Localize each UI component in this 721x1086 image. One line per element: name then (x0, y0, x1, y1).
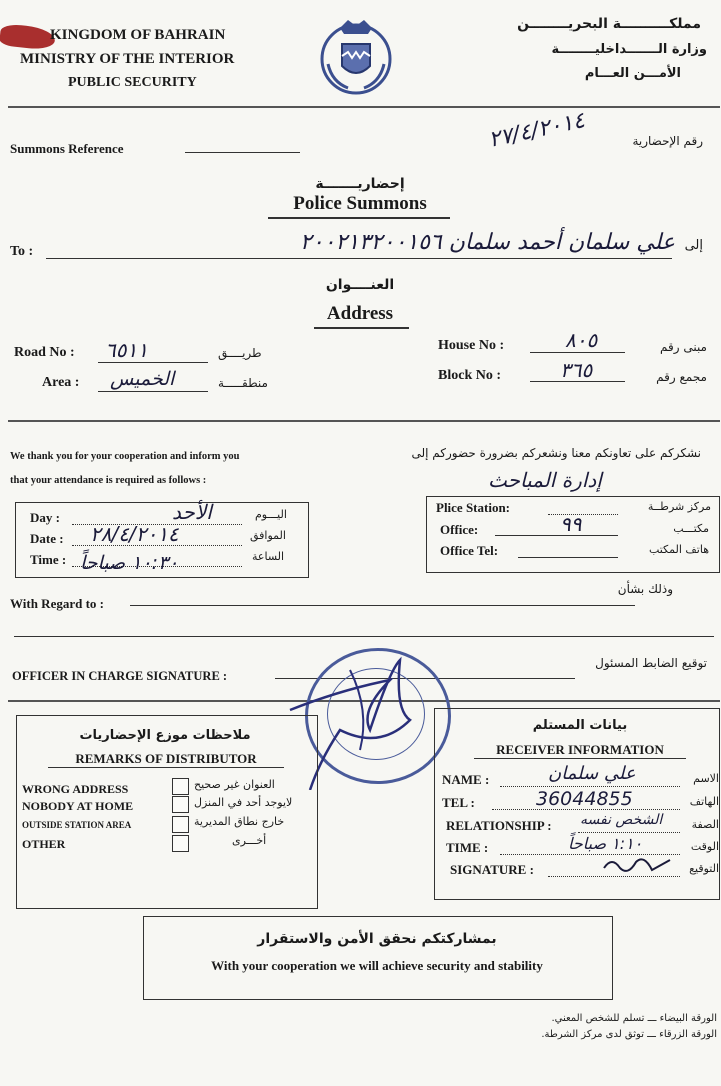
wrong-address-checkbox[interactable] (172, 778, 189, 795)
title-ar: إحضاريـــــــة (315, 176, 405, 192)
attendance-text-en-2: that your attendance is required as follows : (10, 475, 207, 486)
receiver-tel-value: 36044855 (536, 788, 633, 810)
block-label-ar: مجمع رقم (656, 370, 707, 384)
time-value: ١٠:٣٠ صباحاً (80, 552, 179, 574)
receiver-tel-label-ar: الهاتف (689, 795, 719, 808)
to-line (46, 258, 672, 259)
road-value: ٦٥١١ (105, 338, 148, 362)
station-label-ar: مركز شرطــة (647, 500, 711, 513)
header-en-line2: MINISTRY OF THE INTERIOR (20, 51, 235, 67)
attendance-place-value: إدارة المباحث (488, 468, 602, 492)
receiver-name-line (500, 786, 680, 787)
receiver-name-value: علي سلمان (548, 763, 636, 784)
distributor-item-2-ar: لايوجد أحد في المنزل (194, 796, 293, 809)
receiver-relationship-label: RELATIONSHIP : (446, 818, 552, 833)
receiver-time-label-ar: الوقت (690, 840, 719, 853)
regard-line-2 (14, 636, 714, 637)
slogan-en: With your cooperation we will achieve security and stability (211, 958, 543, 973)
to-label-ar: إلى (684, 238, 703, 253)
day-label: Day : (30, 510, 60, 525)
receiver-relationship-value: الشخص نفسه (580, 812, 663, 828)
receiver-title-ar: بيانات المستلم (532, 718, 628, 733)
area-label-ar: منطقـــــة (218, 376, 268, 390)
house-label-ar: مبنى رقم (659, 340, 707, 354)
title-underline (268, 217, 450, 219)
distributor-item-1-en: WRONG ADDRESS (22, 782, 129, 796)
to-value: علي سلمان أحمد سلمان ٢٠٠٢١٣٢٠٠١٥٦ (299, 230, 675, 255)
station-line (548, 514, 618, 515)
office-label: Office: (440, 522, 479, 537)
office-tel-line (518, 557, 618, 558)
address-title-en: Address (326, 303, 394, 324)
road-label: Road No : (14, 345, 75, 360)
regard-label: With Regard to : (10, 596, 105, 611)
summons-reference-label: Summons Reference (10, 141, 124, 156)
distributor-item-3-en: OUTSIDE STATION AREA (22, 820, 132, 830)
distributor-item-1-ar: العنوان غير صحيح (194, 778, 275, 791)
address-title-ar: العنــــوان (325, 277, 395, 293)
office-value: ٩٩ (560, 512, 582, 536)
footer-line-2: الورقة الزرقاء ـــ توثق لدى مركز الشرطة. (541, 1029, 717, 1040)
station-label: Plice Station: (436, 500, 511, 515)
officer-signature-label-ar: توقيع الضابط المسئول (595, 656, 707, 670)
block-label: Block No : (438, 368, 501, 383)
regard-label-ar: وذلك بشأن (617, 582, 673, 596)
date-label: Date : (30, 531, 64, 546)
distributor-item-2-en: NOBODY AT HOME (22, 799, 134, 813)
footer-line-1: الورقة البيضاء ـــ تسلم للشخص المعني. (551, 1013, 717, 1024)
time-label: Time : (30, 552, 67, 567)
road-label-ar: طريــــق (218, 346, 262, 360)
road-line (98, 362, 208, 363)
receiver-time-value: ١:١٠ صباحاً (568, 834, 643, 853)
block-value: ٣٦٥ (560, 358, 593, 382)
receiver-title-en: RECEIVER INFORMATION (474, 742, 686, 759)
receiver-name-label: NAME : (442, 772, 490, 787)
area-line (98, 391, 208, 392)
receiver-relationship-line (578, 832, 680, 833)
header-ar-line3: الأمـــن العـــام (584, 66, 681, 81)
receiver-relationship-label-ar: الصفة (691, 818, 719, 831)
attendance-text-en-1: We thank you for your cooperation and inform you (10, 451, 240, 462)
distributor-item-4-en: OTHER (22, 837, 66, 851)
ministry-emblem-icon (318, 14, 394, 96)
outside-area-checkbox[interactable] (172, 816, 189, 833)
officer-signature-label: OFFICER IN CHARGE SIGNATURE : (12, 669, 228, 683)
header-en-line3: PUBLIC SECURITY (68, 75, 197, 90)
attendance-text-ar: نشكركم على تعاونكم معنا ونشعركم بضرورة حضوركم إلى (411, 446, 701, 460)
header-ar-line2: وزارة الـــــــداخليــــــــة (551, 42, 707, 57)
distributor-title-ar: ملاحظات موزع الإحضاريات (79, 728, 251, 743)
receiver-tel-label: TEL : (442, 795, 475, 810)
summons-reference-label-ar: رقم الإحضارية (632, 134, 703, 148)
title-en: Police Summons (293, 193, 427, 214)
summons-reference-line (185, 152, 300, 153)
office-tel-label-ar: هاتف المكتب (648, 543, 709, 556)
distributor-title-en: REMARKS OF DISTRIBUTOR (48, 751, 284, 768)
office-label-ar: مكتـــب (673, 522, 709, 535)
area-label: Area : (42, 375, 80, 390)
distributor-item-4-ar: أخـــرى (232, 834, 267, 847)
header-divider (8, 106, 720, 108)
area-value: الخميس (110, 368, 175, 390)
receiver-signature-label-ar: التوقيع (689, 862, 719, 875)
header-ar-line1: مملكــــــــــة البحريــــــــن (517, 16, 701, 32)
nobody-home-checkbox[interactable] (172, 796, 189, 813)
summons-reference-value: ٢٧/٤/٢٠١٤ (486, 108, 588, 153)
red-ink-mark (0, 23, 56, 51)
other-checkbox[interactable] (172, 835, 189, 852)
to-label: To : (10, 244, 34, 259)
address-divider (8, 420, 720, 422)
receiver-name-label-ar: الاسم (693, 772, 719, 785)
header-en-line1: KINGDOM OF BAHRAIN (50, 27, 226, 43)
house-label: House No : (438, 338, 505, 353)
distributor-item-3-ar: خارج نطاق المديرية (194, 815, 285, 828)
date-value: ٢٨/٤/٢٠١٤ (90, 522, 179, 546)
house-line (530, 352, 625, 353)
regard-line-1 (130, 605, 635, 606)
house-value: ٨٠٥ (565, 328, 598, 352)
office-tel-label: Office Tel: (440, 543, 499, 558)
time-label-ar: الساعة (252, 550, 285, 563)
receiver-signature-label: SIGNATURE : (450, 862, 534, 877)
day-label-ar: اليـــوم (255, 508, 287, 521)
receiver-signature-scribble (600, 852, 680, 878)
receiver-time-label: TIME : (446, 840, 489, 855)
day-value: الأحد (172, 500, 212, 524)
address-underline (314, 327, 409, 329)
office-line (495, 535, 618, 536)
slogan-ar: بمشاركتكم نحقق الأمن والاستقرار (257, 931, 497, 947)
date-label-ar: الموافق (250, 529, 286, 542)
